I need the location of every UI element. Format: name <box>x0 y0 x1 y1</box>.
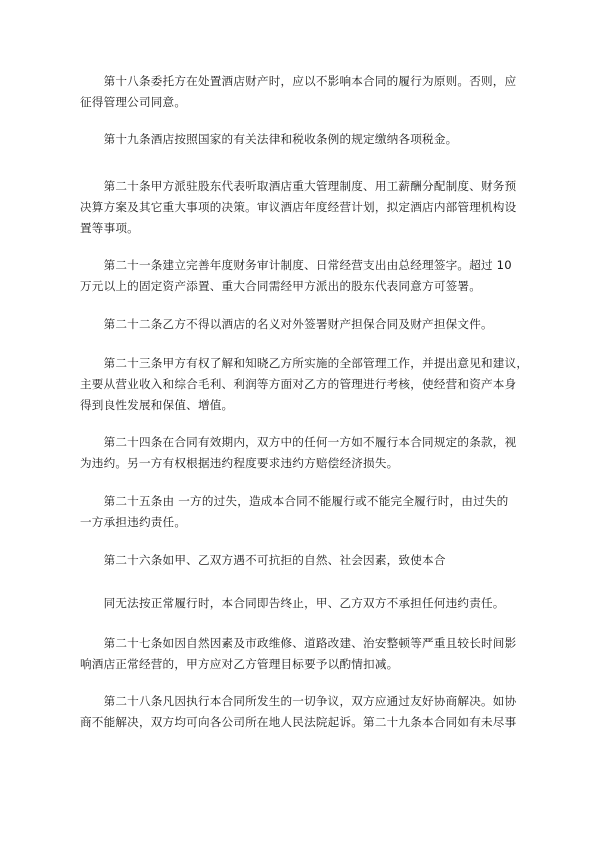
paragraph-line: 第十八条委托方在处置酒店财产时，应以不影响本合同的履行为原则。否则，应 <box>80 74 517 88</box>
paragraph-line: 置等事项。 <box>80 221 139 235</box>
paragraph-article-20 <box>80 176 530 239</box>
paragraph-article-26-continued <box>80 593 530 614</box>
paragraph-line: 为违约。另一方有权根据违约程度要求违约方赔偿经济损失。 <box>80 456 399 470</box>
paragraph-line: 第二十条甲方派驻股东代表听取酒店重大管理制度、用工薪酬分配制度、财务预 <box>80 179 517 193</box>
paragraph-article-19 <box>80 129 530 150</box>
paragraph-article-28 <box>80 691 530 733</box>
paragraph-line: 得到良性发展和保值、增值。 <box>80 398 234 412</box>
paragraph-line: 第二十四条在合同有效期内，双方中的任何一方如不履行本合同规定的条款，视 <box>80 435 517 449</box>
paragraph-line: 响酒店正常经营的，甲方应对乙方管理目标要予以酌情扣减。 <box>80 657 399 671</box>
paragraph-line: 第二十一条建立完善年度财务审计制度、日常经营支出由总经理签字。超过 10 <box>80 258 512 272</box>
paragraph-line: 第二十二条乙方不得以酒店的名义对外签署财产担保合同及财产担保文件。 <box>80 317 493 331</box>
paragraph-article-25 <box>80 491 530 533</box>
paragraph-article-22 <box>80 314 530 335</box>
paragraph-line: 第十九条酒店按照国家的有关法律和税收条例的规定缴纳各项税金。 <box>80 132 458 146</box>
paragraph-article-24 <box>80 432 530 474</box>
paragraph-article-27 <box>80 633 530 675</box>
paragraph-article-23 <box>80 353 530 416</box>
paragraph-line: 第二十三条甲方有权了解和知晓乙方所实施的全部管理工作，并提出意见和建议， <box>80 356 529 370</box>
paragraph-line: 商不能解决，双方均可向各公司所在地人民法院起诉。第二十九条本合同如有未尽事 <box>80 715 517 729</box>
paragraph-article-26 <box>80 550 530 571</box>
paragraph-line: 决算方案及其它重大事项的决策。审议酒店年度经营计划，拟定酒店内部管理机构设 <box>80 200 517 214</box>
paragraph-line: 第二十八条凡因执行本合同所发生的一切争议，双方应通过友好协商解决。如协 <box>80 694 517 708</box>
paragraph-line: 征得管理公司同意。 <box>80 95 187 109</box>
paragraph-line: 第二十七条如因自然因素及市政维修、道路改建、治安整顿等严重且较长时间影 <box>80 636 517 650</box>
paragraph-article-18 <box>80 71 530 113</box>
paragraph-line: 第二十六条如甲、乙双方遇不可抗拒的自然、社会因素，致使本合 <box>80 553 446 567</box>
paragraph-line: 主要从营业收入和综合毛利、利润等方面对乙方的管理进行考核，使经营和资产本身 <box>80 377 517 391</box>
paragraph-line: 同无法按正常履行时，本合同即告终止，甲、乙方双方不承担任何违约责任。 <box>80 596 505 610</box>
paragraph-line: 一方承担违约责任。 <box>80 515 187 529</box>
paragraph-line: 第二十五条由 一方的过失，造成本合同不能履行或不能完全履行时，由过失的 <box>80 494 509 508</box>
paragraph-line: 万元以上的固定资产添置、重大合同需经甲方派出的股东代表同意方可签署。 <box>80 279 481 293</box>
paragraph-article-21 <box>80 255 530 297</box>
